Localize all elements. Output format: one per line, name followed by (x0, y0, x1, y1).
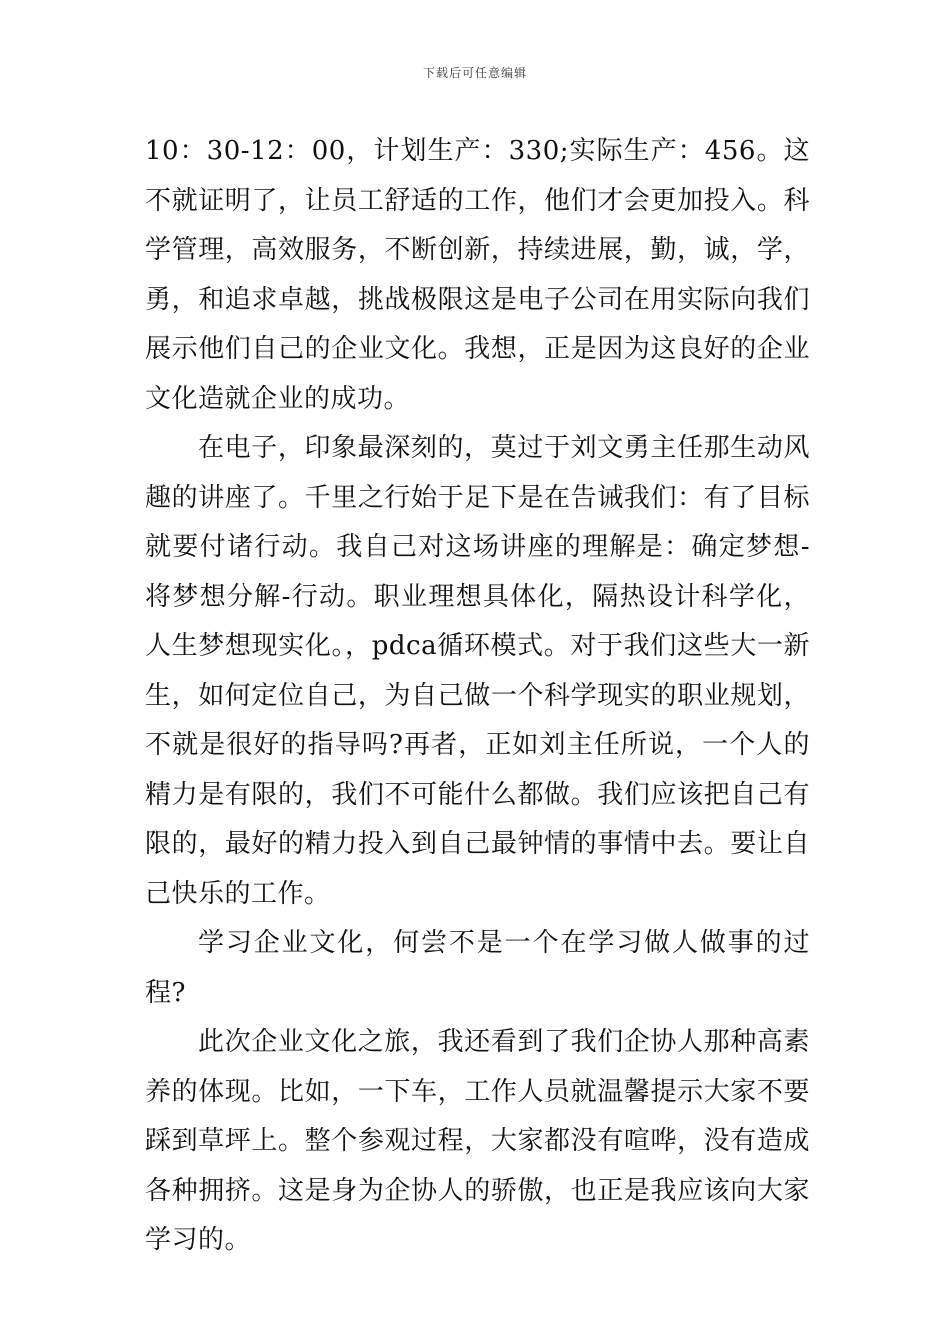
paragraph-3: 学习企业文化，何尝不是一个在学习做人做事的过程? (145, 928, 810, 1008)
paragraph-1: 10：30-12：00，计划生产：330;实际生产：456。这不就证明了，让员工舒适的工作，他们才会更加投入。科学管理，高效服务，不断创新，持续进展，勤，诚，学，勇，和追求卓越，挑战极限这是电子公司在用实际向我们展示他们自己的企业文化。我想，正是因为这良好的企业文化造就企业的成功。 (145, 136, 810, 414)
document-body (145, 127, 810, 1266)
paragraph-4: 此次企业文化之旅，我还看到了我们企协人那种高素养的体现。比如，一下车，工作人员就温馨提示大家不要踩到草坪上。整个参观过程，大家都没有喧哗，没有造成各种拥挤。这是身为企协人的骄傲，也正是我应该向大家学习的。 (145, 1027, 810, 1255)
paragraph-2: 在电子，印象最深刻的，莫过于刘文勇主任那生动风趣的讲座了。千里之行始于足下是在告诫我们：有了目标就要付诸行动。我自己对这场讲座的理解是：确定梦想-将梦想分解-行动。职业理想具体化，隔热设计科学化，人生梦想现实化。，pdca循环模式。对于我们这些大一新生，如何定位自己，为自己做一个科学现实的职业规划，不就是很好的指导吗?再者，正如刘主任所说，一个人的精力是有限的，我们不可能什么都做。我们应该把自己有限的，最好的精力投入到自己最钟情的事情中去。要让自己快乐的工作。 (145, 433, 810, 909)
page-header: 下载后可任意编辑 (422, 66, 527, 80)
